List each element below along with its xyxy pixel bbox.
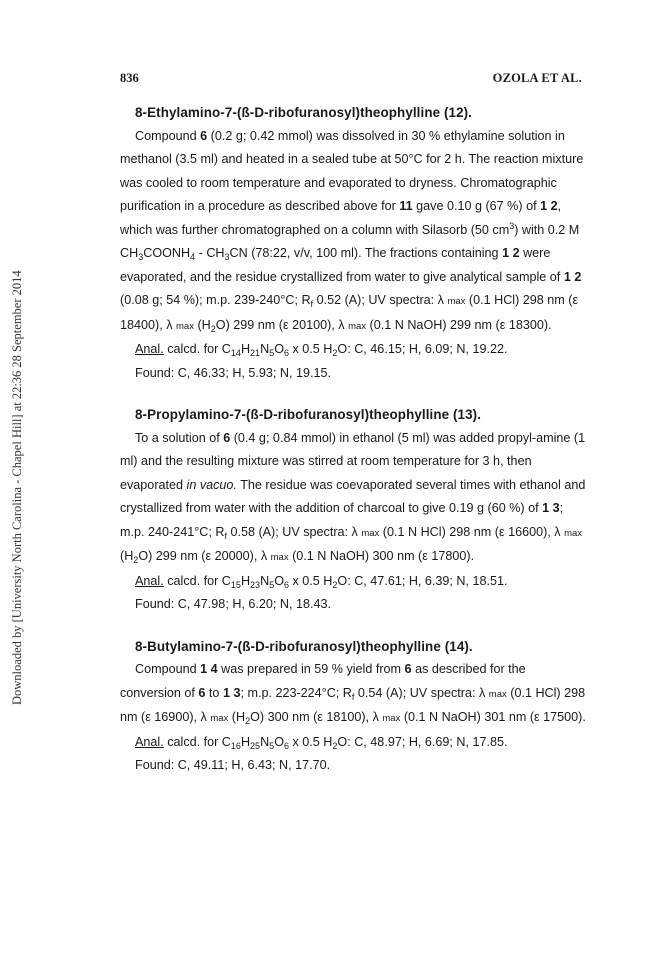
compound-number: 1 4 (200, 662, 218, 676)
in-vacuo: in vacuo. (186, 477, 237, 492)
compound-number: 1 2 (563, 269, 582, 284)
analysis-found: Found: C, 47.98; H, 6.20; N, 18.43. (135, 597, 332, 611)
elemental-analysis (135, 338, 590, 385)
compound-number: 1 2 (540, 199, 558, 213)
compound-number: 6 (200, 128, 208, 143)
compound-number: 6 (198, 685, 206, 700)
compound-number: 6 (223, 430, 231, 445)
section-compound-12 (120, 101, 590, 385)
download-watermark: Downloaded by [University North Carolina - Chapel Hill] at 22:36 28 September 2014 (10, 270, 24, 705)
compound-number: 1 3 (542, 501, 560, 515)
experimental-paragraph: Compound 6 (0.2 g; 0.42 mmol) was dissolved in 30 % ethylamine solution in methanol (3.5 ml) and heated in a sealed tube at 50°C for 2 h. The reaction mixture was cooled to room temperature and evaporated to dryness. Chromatographic purification in a procedure as described above for 11 gave 0.10 g (67 %) of 1 2, which was further chromatographed on a column with Silasorb (50 $cm^3$) with 0.2 M $CH_3COONH_4 - CH_3CN$ (78:22, v/v, 100 ml). The fractions containing 1 2 were evaporated, and the residue crystallized from water to give analytical sample of 1 2 (0.08 g; 54 %); m.p. 239-240°C; $R_f$ 0.52 (A); UV spectra: λ max (0.1 HCl) 298 nm (ε 18400), λ $\max (H_2O)$ 299 nm (ε 20100), λ max (0.1 N NaOH) 299 nm (ε 18300). (120, 128, 584, 334)
analysis-found: Found: C, 46.33; H, 5.93; N, 19.15. (135, 365, 332, 380)
experimental-paragraph: To a solution of 6 (0.4 g; 0.84 mmol) in ethanol (5 ml) was added propyl-amine (1 ml) and the resulting mixture was stirred at room temperature for 3 h, then evaporated in vacuo. The residue was coevaporated several times with ethanol and crystallized from water with the addition of charcoal to give 0.19 g (60 %) of 1 3; m.p. 240-241°C; $R_f$ 0.58 (A); UV spectra: λ max (0.1 N HCl) 298 nm (ε 16600), λ $\max (H_2O)$ 299 nm (ε 20000), λ max (0.1 N NaOH) 300 nm (ε 17800). (120, 430, 586, 565)
compound-number: 6 (404, 662, 412, 676)
page-number: 836 (120, 71, 139, 85)
analysis-found: Found: C, 49.11; H, 6.43; N, 17.70. (135, 758, 331, 772)
article-body (120, 101, 590, 796)
page-header (120, 71, 582, 89)
analysis-label: Anal. (135, 573, 164, 588)
analysis-calculated: Anal. calcd. for $C_{14}H_{21}N_5O_6$ x 0.5 $H_2O$: C, 46.15; H, 6.09; N, 19.22. (135, 342, 508, 358)
compound-title: 8-Ethylamino-7-(ß-D-ribofuranosyl)theophylline (12). (135, 105, 473, 120)
section-compound-14 (120, 635, 590, 778)
compound-label: Compound (135, 662, 197, 676)
analysis-label: Anal. (135, 342, 164, 356)
section-compound-13 (120, 403, 590, 617)
elemental-analysis (135, 731, 590, 778)
running-head: OZOLA ET AL. (492, 71, 582, 85)
compound-number: 1 3 (222, 685, 241, 700)
compound-title: 8-Butylamino-7-(ß-D-ribofuranosyl)theophylline (14). (135, 638, 473, 654)
compound-number: 1 2 (502, 246, 520, 260)
elemental-analysis (135, 570, 590, 617)
compound-number: 11 (399, 199, 413, 213)
analysis-label: Anal. (135, 734, 164, 749)
compound-title: 8-Propylamino-7-(ß-D-ribofuranosyl)theophylline (13). (135, 407, 482, 422)
compound-label: Compound (135, 128, 197, 143)
experimental-paragraph: Compound 1 4 was prepared in 59 % yield from 6 as described for the conversion of 6 to 1 3; m.p. 223-224°C; $R_f$ 0.54 (A); UV spectra: λ max (0.1 HCl) 298 nm (ε 16900), λ $\max (H_2O)$ 300 nm (ε 18100), λ max (0.1 N NaOH) 301 nm (ε 17500). (120, 662, 586, 726)
analysis-calculated: Anal. calcd. for $C_{15}H_{23}N_5O_6$ x 0.5 $H_2O$: C, 47.61; H, 6.39; N, 18.51. (135, 573, 508, 590)
analysis-calculated: Anal. calcd. for $C_{16}H_{25}N_5O_6$ x 0.5 $H_2O$: C, 48.97; H, 6.69; N, 17.85. (135, 734, 508, 751)
